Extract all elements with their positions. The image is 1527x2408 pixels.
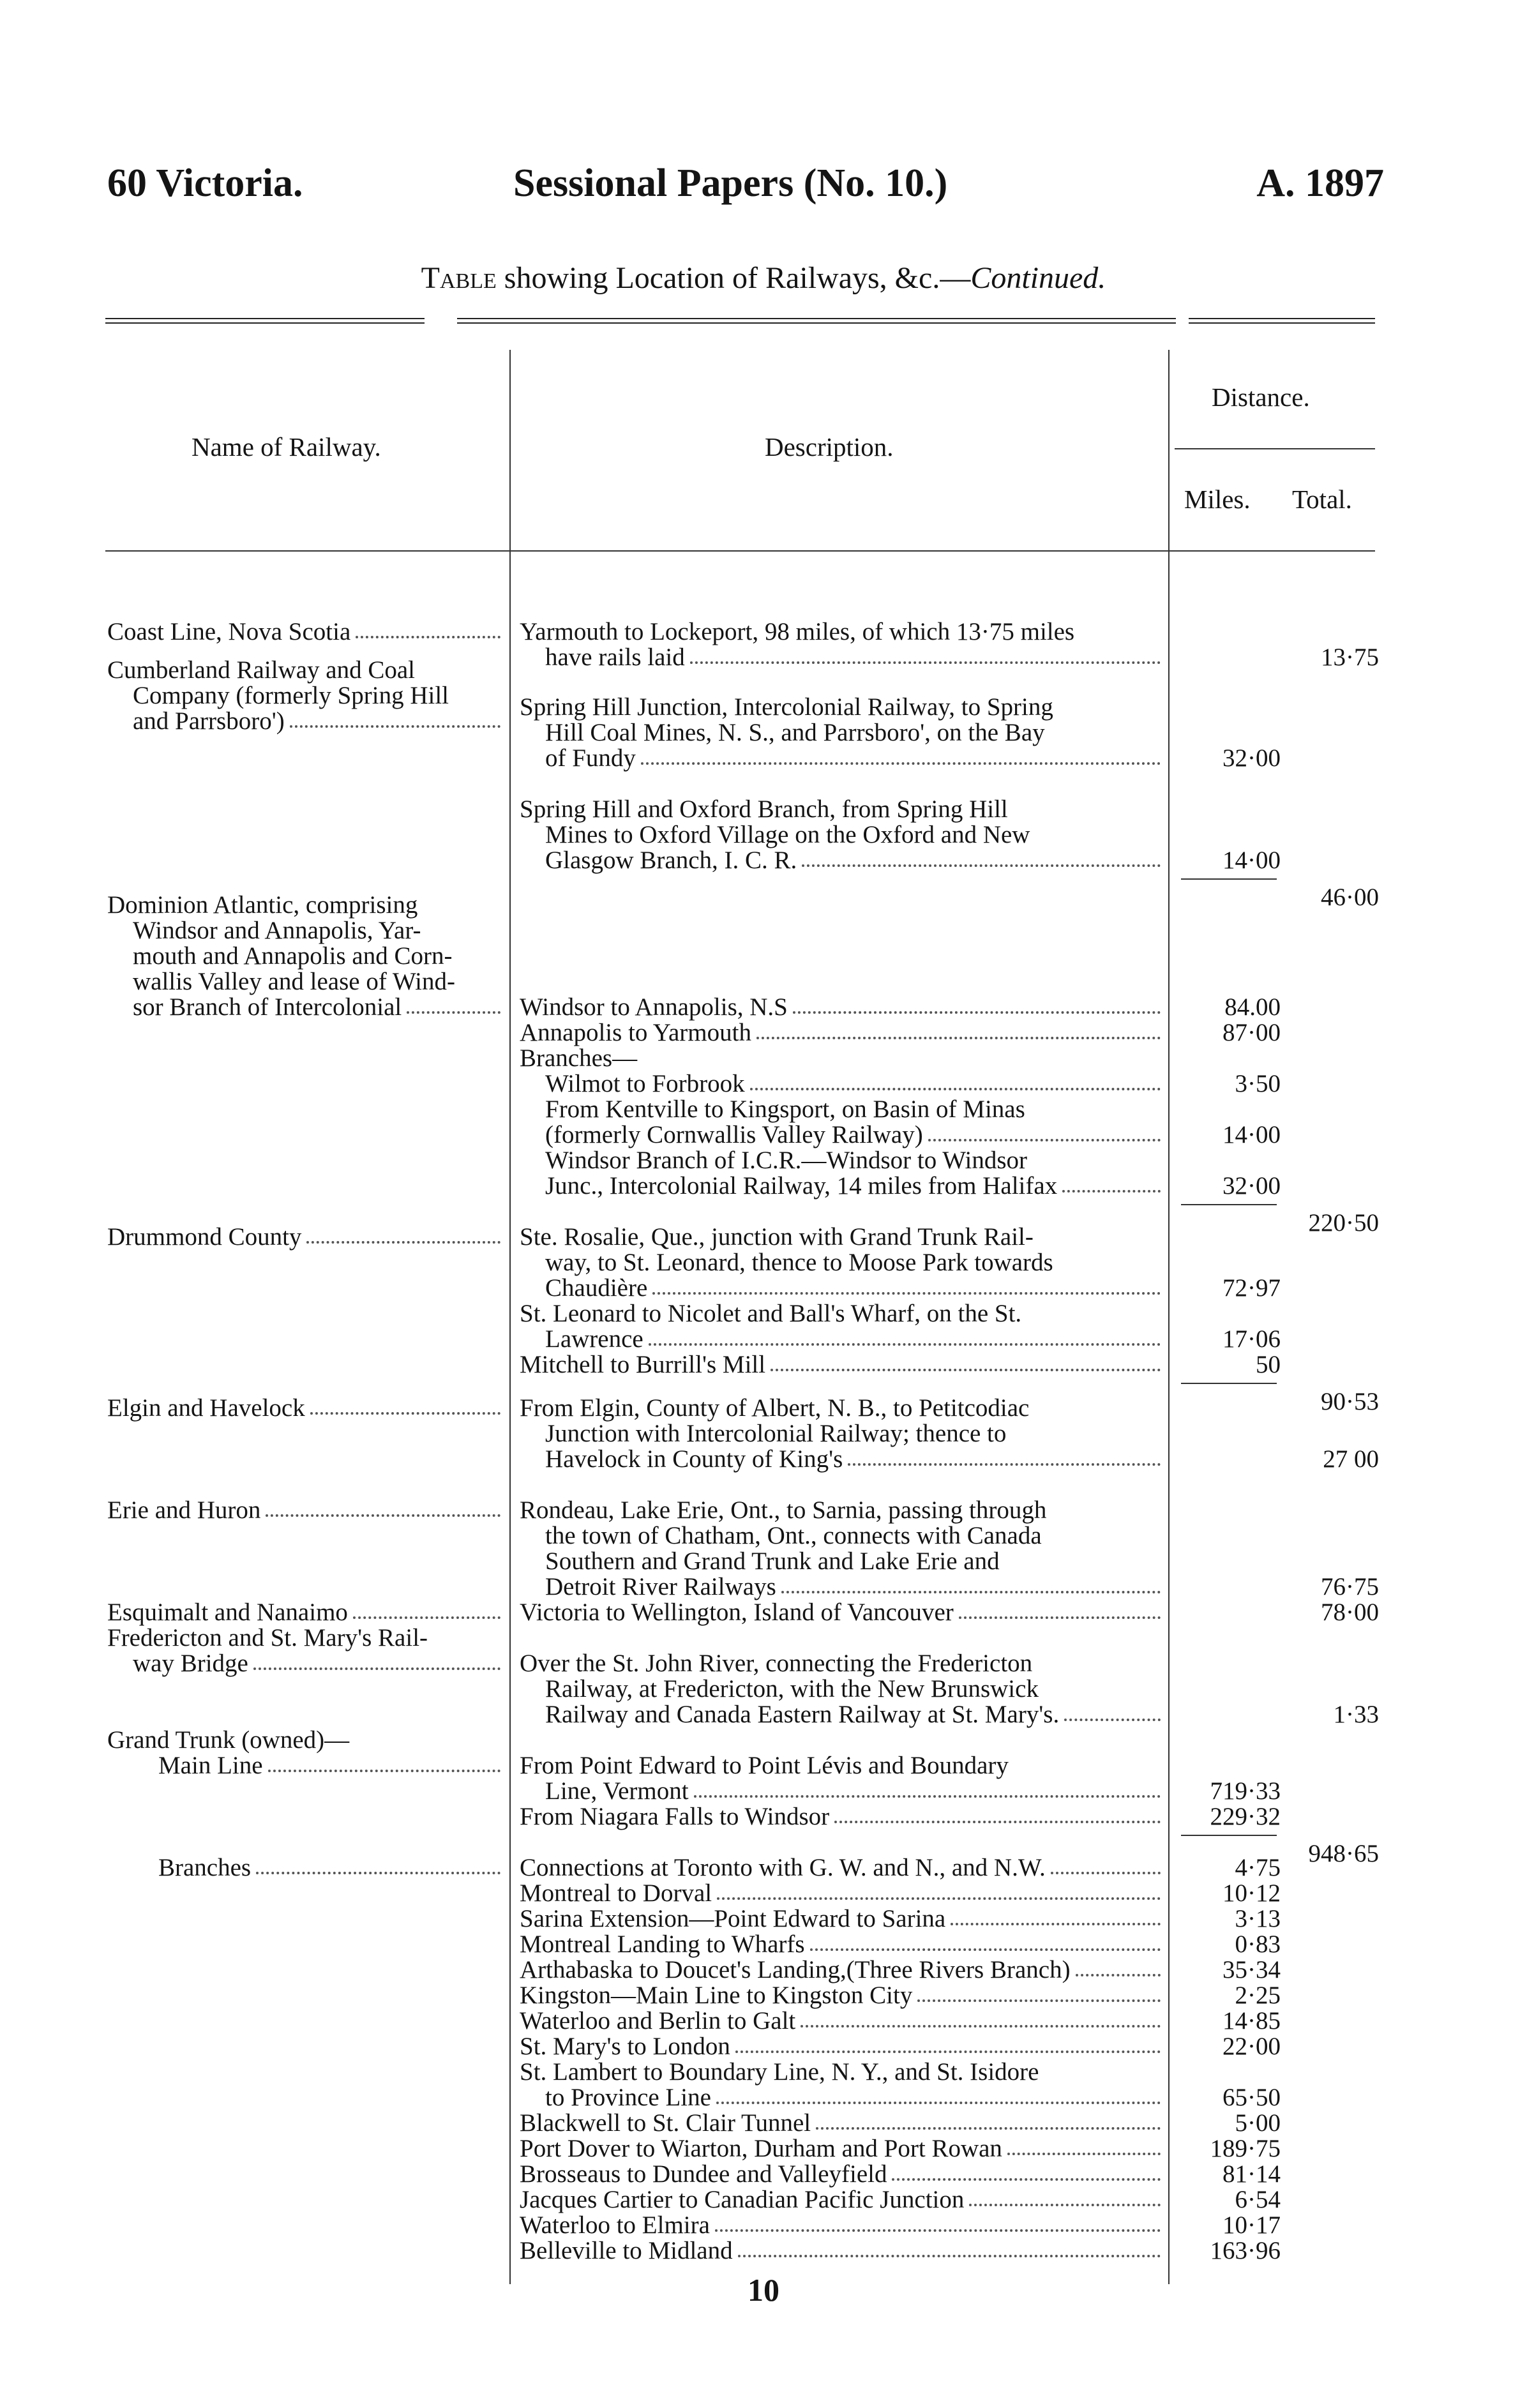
caption-continued: Continued. (970, 261, 1106, 295)
description-line (520, 1957, 1163, 1983)
description-line: Mines to Oxford Village on the Oxford and New (545, 821, 1030, 848)
description-line (520, 995, 1163, 1020)
col-rule-1 (509, 350, 511, 2284)
description-line-text: have rails laid (545, 643, 685, 671)
description-line: Yarmouth to Lockeport, 98 miles, of which 13·75 miles (520, 618, 1075, 645)
description-line (520, 2238, 1163, 2264)
miles-value: 189·75 (1210, 2135, 1281, 2162)
description-line-text: Glasgow Branch, I. C. R. (545, 847, 797, 874)
dot-leader (716, 2102, 1161, 2104)
subtotal-rule (1181, 1835, 1277, 1836)
total-value: 90·53 (1321, 1388, 1379, 1415)
col-header-description: Description. (765, 432, 894, 462)
railway-name: Windsor and Annapolis, Yar- (133, 917, 421, 944)
miles-value: 32·00 (1222, 1172, 1281, 1200)
railway-name-text: way Bridge (133, 1650, 248, 1677)
railway-name: Company (formerly Spring Hill (133, 682, 449, 709)
description-line (545, 1779, 1163, 1804)
description-line-text: Chaudière (545, 1274, 648, 1302)
miles-value: 719·33 (1210, 1777, 1281, 1805)
dot-leader (802, 864, 1161, 867)
header-year: A. 1897 (1256, 162, 1384, 205)
description-line (520, 1804, 1163, 1830)
description-line: Junction with Intercolonial Railway; thence to (545, 1420, 1007, 1447)
description-line-text: Kingston—Main Line to Kingston City (520, 1982, 913, 2009)
description-line-text: Belleville to Midland (520, 2237, 733, 2264)
col-header-miles: Miles. (1184, 485, 1251, 514)
description-line (545, 1275, 1163, 1301)
col-header-distance: Distance. (1212, 382, 1310, 412)
miles-value: 14·00 (1222, 847, 1281, 874)
miles-value: 81·14 (1222, 2160, 1281, 2188)
subtotal-rule (1181, 1383, 1277, 1384)
description-line-text: Montreal to Dorval (520, 1879, 712, 1907)
description-line-text: to Province Line (545, 2084, 711, 2111)
railway-name-text: Coast Line, Nova Scotia (107, 618, 351, 645)
description-line (520, 2187, 1163, 2213)
railway-name (107, 1224, 503, 1250)
dot-leader (256, 1872, 500, 1874)
description-line-text: Annapolis to Yarmouth (520, 1019, 751, 1046)
dot-leader (735, 2051, 1161, 2053)
railway-name (133, 1651, 503, 1676)
description-line (545, 2085, 1163, 2111)
dot-leader (848, 1463, 1161, 1466)
railway-name (107, 1396, 503, 1421)
miles-value: 163·96 (1210, 2237, 1281, 2264)
description-line (520, 1352, 1163, 1378)
miles-value: 3·50 (1235, 1070, 1281, 1097)
railway-name-text: Branches (158, 1854, 252, 1881)
railway-name (133, 995, 503, 1020)
miles-value: 17·06 (1222, 1325, 1281, 1353)
dot-leader (268, 1770, 500, 1772)
dot-leader (715, 2229, 1161, 2232)
miles-value: 5·00 (1235, 2109, 1281, 2137)
description-line-text: Waterloo to Elmira (520, 2211, 710, 2239)
miles-value: 35·34 (1222, 1956, 1281, 1983)
railway-name: Dominion Atlantic, comprising (107, 891, 418, 919)
railway-name: mouth and Annapolis and Corn- (133, 942, 453, 970)
description-line (520, 2213, 1163, 2238)
description-line-text: Blackwell to St. Clair Tunnel (520, 2109, 811, 2137)
dot-leader (356, 636, 500, 638)
description-line (545, 1702, 1163, 1727)
miles-value: 32·00 (1222, 744, 1281, 772)
dot-leader (1051, 1872, 1161, 1874)
description-line-text: (formerly Cornwallis Valley Railway) (545, 1121, 923, 1148)
header-title: Sessional Papers (No. 10.) (513, 162, 948, 205)
description-line (545, 645, 1163, 670)
description-line (545, 746, 1163, 771)
miles-value: 6·54 (1235, 2186, 1281, 2213)
miles-value: 10·12 (1222, 1879, 1281, 1907)
total-value: 220·50 (1308, 1209, 1379, 1237)
dot-leader (738, 2255, 1161, 2257)
total-value: 13·75 (1321, 643, 1379, 671)
dot-leader (353, 1616, 500, 1619)
dot-leader (793, 1011, 1161, 1014)
railway-name-text: Esquimalt and Nanaimo (107, 1599, 348, 1626)
railway-name: Cumberland Railway and Coal (107, 656, 415, 684)
total-value: 46·00 (1321, 884, 1379, 911)
description-line: Over the St. John River, connecting the Fredericton (520, 1650, 1033, 1677)
description-line (520, 1600, 1163, 1625)
railway-name: Grand Trunk (owned)— (107, 1726, 350, 1754)
caption-text: showing Location of Railways, &c.— (496, 261, 971, 295)
description-line: Ste. Rosalie, Que., junction with Grand Trunk Rail- (520, 1223, 1034, 1251)
subtotal-rule (1181, 878, 1277, 880)
dot-leader (690, 661, 1161, 664)
description-line-text: Sarina Extension—Point Edward to Sarina (520, 1905, 946, 1932)
dot-leader (781, 1591, 1161, 1593)
dot-leader (407, 1011, 500, 1014)
miles-value: 84.00 (1224, 993, 1281, 1021)
dot-leader (290, 725, 500, 728)
description-line-text: Lawrence (545, 1325, 643, 1353)
description-line-text: Detroit River Railways (545, 1573, 776, 1600)
description-line (520, 2111, 1163, 2136)
railway-name-text: Main Line (158, 1752, 263, 1779)
dot-leader (834, 1821, 1161, 1823)
dot-leader (892, 2178, 1161, 2181)
description-line (545, 1327, 1163, 1352)
dot-leader (959, 1616, 1161, 1619)
dot-leader (253, 1667, 500, 1670)
railway-name-text: sor Branch of Intercolonial (133, 993, 402, 1021)
miles-value: 2·25 (1235, 1982, 1281, 2009)
total-value: 948·65 (1308, 1840, 1379, 1867)
dot-leader (694, 1795, 1161, 1798)
description-line: Railway, at Fredericton, with the New Brunswick (545, 1675, 1039, 1703)
dot-leader (928, 1139, 1161, 1141)
description-line: Spring Hill Junction, Intercolonial Railway, to Spring (520, 693, 1053, 721)
description-line (545, 1122, 1163, 1148)
description-line: Windsor Branch of I.C.R.—Windsor to Windsor (545, 1147, 1027, 1174)
railway-name-text: Erie and Huron (107, 1496, 261, 1524)
dot-leader (756, 1037, 1161, 1039)
description-line-text: Line, Vermont (545, 1777, 689, 1805)
description-line-text: of Fundy (545, 744, 636, 772)
description-line: St. Leonard to Nicolet and Ball's Wharf, on the St. (520, 1300, 1022, 1327)
description-line: From Kentville to Kingsport, on Basin of Minas (545, 1095, 1025, 1123)
description-line (545, 1173, 1163, 1199)
description-line-text: Havelock in County of King's (545, 1445, 843, 1473)
railway-name-text: Drummond County (107, 1223, 302, 1251)
description-line-text: Wilmot to Forbrook (545, 1070, 745, 1097)
miles-value: 10·17 (1222, 2211, 1281, 2239)
dot-leader (917, 1999, 1161, 2002)
caption-table-word: Table (421, 261, 497, 295)
distance-rule (1175, 448, 1375, 449)
description-line: Branches— (520, 1044, 638, 1072)
col-header-name: Name of Railway. (192, 432, 381, 462)
dot-leader (1007, 2153, 1161, 2155)
railway-name-text: Elgin and Havelock (107, 1394, 305, 1422)
description-line: Rondeau, Lake Erie, Ont., to Sarnia, passing through (520, 1496, 1047, 1524)
dot-leader (717, 1897, 1161, 1900)
total-value: 27 00 (1323, 1445, 1379, 1473)
description-line-text: St. Mary's to London (520, 2033, 730, 2060)
railway-name (107, 1600, 503, 1625)
total-value: 1·33 (1333, 1701, 1379, 1728)
description-line: Hill Coal Mines, N. S., and Parrsboro', on the Bay (545, 719, 1045, 746)
dot-leader (816, 2127, 1161, 2130)
dot-leader (771, 1369, 1161, 1371)
dot-leader (266, 1514, 500, 1517)
col-header-total: Total. (1292, 485, 1352, 514)
description-line-text: Victoria to Wellington, Island of Vancouver (520, 1599, 954, 1626)
description-line (545, 1071, 1163, 1097)
railway-name: wallis Valley and lease of Wind- (133, 968, 455, 995)
description-line (520, 1020, 1163, 1046)
description-line (520, 2162, 1163, 2187)
description-line: From Point Edward to Point Lévis and Boundary (520, 1752, 1009, 1779)
table-caption (0, 260, 1527, 296)
description-line-text: From Niagara Falls to Windsor (520, 1803, 830, 1830)
railway-name-text: and Parrsboro') (133, 707, 285, 735)
railway-name (107, 619, 503, 645)
description-line (520, 2034, 1163, 2059)
dot-leader (306, 1241, 500, 1244)
dot-leader (649, 1343, 1161, 1346)
description-line: way, to St. Leonard, thence to Moose Park towards (545, 1249, 1053, 1276)
description-line (520, 1932, 1163, 1957)
miles-value: 14·85 (1222, 2007, 1281, 2035)
description-line (545, 1447, 1163, 1472)
dot-leader (1076, 1974, 1161, 1976)
description-line (520, 1855, 1163, 1881)
miles-value: 4·75 (1235, 1854, 1281, 1881)
miles-value: 229·32 (1210, 1803, 1281, 1830)
description-line (520, 1881, 1163, 1906)
col-rule-2 (1168, 350, 1170, 2284)
miles-value: 3·13 (1235, 1905, 1281, 1932)
description-line-text: Port Dover to Wiarton, Durham and Port Rowan (520, 2135, 1002, 2162)
subtotal-rule (1181, 1204, 1277, 1205)
header-bottom-rule (105, 550, 1375, 552)
top-rule-desc (457, 318, 1176, 324)
header-session: 60 Victoria. (107, 162, 303, 205)
description-line-text: Railway and Canada Eastern Railway at St. Mary's. (545, 1701, 1060, 1728)
dot-leader (750, 1088, 1161, 1090)
description-line (520, 1983, 1163, 2008)
miles-value: 22·00 (1222, 2033, 1281, 2060)
description-line-text: Montreal Landing to Wharfs (520, 1930, 805, 1958)
railway-name (107, 1498, 503, 1523)
miles-value: 65·50 (1222, 2084, 1281, 2111)
dot-leader (969, 2204, 1161, 2206)
dot-leader (652, 1292, 1161, 1295)
dot-leader (801, 2025, 1161, 2028)
description-line-text: Waterloo and Berlin to Galt (520, 2007, 796, 2035)
description-line-text: Brosseaus to Dundee and Valleyfield (520, 2160, 887, 2188)
dot-leader (1062, 1190, 1161, 1193)
miles-value: 14·00 (1222, 1121, 1281, 1148)
description-line: Spring Hill and Oxford Branch, from Spring Hill (520, 795, 1008, 823)
description-line: St. Lambert to Boundary Line, N. Y., and St. Isidore (520, 2058, 1039, 2086)
top-rule-dist (1189, 318, 1375, 324)
dot-leader (951, 1923, 1161, 1925)
description-line (520, 1906, 1163, 1932)
railway-name (158, 1855, 503, 1881)
description-line-text: Junc., Intercolonial Railway, 14 miles from Halifax (545, 1172, 1058, 1200)
page-number: 10 (748, 2272, 779, 2308)
railway-name (158, 1753, 503, 1779)
description-line: From Elgin, County of Albert, N. B., to Petitcodiac (520, 1394, 1030, 1422)
description-line-text: Mitchell to Burrill's Mill (520, 1351, 766, 1378)
miles-value: 0·83 (1235, 1930, 1281, 1958)
description-line-text: Arthabaska to Doucet's Landing,(Three Rivers Branch) (520, 1956, 1071, 1983)
miles-value: 50 (1256, 1351, 1281, 1378)
total-value: 78·00 (1321, 1599, 1379, 1626)
miles-value: 72·97 (1222, 1274, 1281, 1302)
description-line (545, 1574, 1163, 1600)
total-value: 76·75 (1321, 1573, 1379, 1600)
description-line (520, 2008, 1163, 2034)
description-line-text: Windsor to Annapolis, N.S (520, 993, 788, 1021)
description-line-text: Jacques Cartier to Canadian Pacific Junction (520, 2186, 965, 2213)
description-line: Southern and Grand Trunk and Lake Erie and (545, 1547, 1000, 1575)
dot-leader (810, 1948, 1161, 1951)
dot-leader (641, 762, 1161, 765)
railway-name (133, 709, 503, 734)
miles-value: 87·00 (1222, 1019, 1281, 1046)
description-line-text: Connections at Toronto with G. W. and N., and N.W. (520, 1854, 1046, 1881)
dot-leader (1064, 1719, 1161, 1721)
top-rule-name (105, 318, 425, 324)
railway-name: Fredericton and St. Mary's Rail- (107, 1624, 428, 1652)
description-line: the town of Chatham, Ont., connects with Canada (545, 1522, 1042, 1549)
description-line (520, 2136, 1163, 2162)
description-line (545, 848, 1163, 873)
dot-leader (310, 1412, 500, 1415)
